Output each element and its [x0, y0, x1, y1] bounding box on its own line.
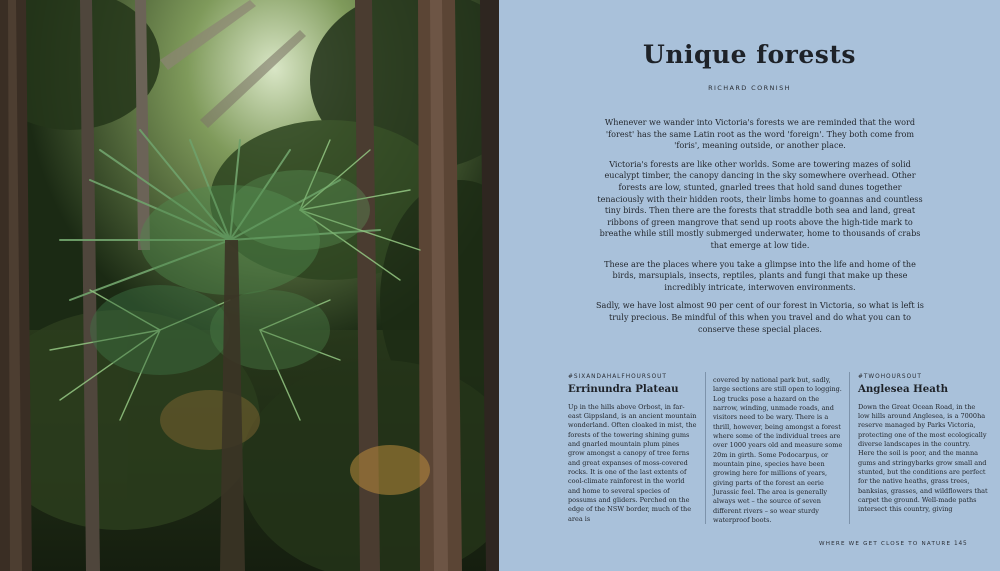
article-page: [499, 0, 1000, 571]
intro-paragraph: Sadly, we have lost almost 90 per cent of our forest in Victoria, so what is left is truly precious. Be mindful of this when you travel and do what you can to conserve these special places.: [596, 300, 924, 334]
column-divider: [849, 372, 850, 524]
article-author: RICHARD CORNISH: [708, 84, 791, 92]
location-hashtag: #TWOHOURSOUT: [858, 374, 922, 380]
intro-paragraph: Whenever we wander into Victoria's forests we are reminded that the word 'forest' has the same Latin root as the word 'foreign'. They both come from 'foris', meaning outside, or another place.: [604, 117, 916, 151]
article-intro: [595, 117, 925, 342]
intro-paragraph: These are the places where you take a glimpse into the life and home of the birds, marsupials, insects, reptiles, plants and fungi that make up these incredibly intricate, interwoven environments.: [604, 258, 916, 292]
column-divider: [705, 372, 706, 524]
intro-paragraph: Victoria's forests are like other worlds. Some are towering mazes of solid eucalypt timber, the canopy dancing in the sky somewhere overhead. Other forests are low, stunted, gnarled trees that hold sand dunes together tenaciously with their hidden roots, their limbs home to goannas and countless tiny birds. Then there are the forests that straddle both sea and land, great ribbons of green mangrove that send up roots above the high-tide mark to breathe while still mostly submerged underwater, home to thousands of crabs that emerge at low tide.: [597, 158, 923, 250]
location-text: Down the Great Ocean Road, in the low hills around Anglesea, is a 7000ha reserve managed by Parks Victoria, protecting one of the most ecologically diverse landscapes in the country. Here the soil is poor, and the manna gums and stringybarks grow small and stunted, but the conditions are perfect for the native heaths, grass trees, banksias, grasses, and wildflowers that carpet the ground. Well-made paths intersect this country, giving: [858, 402, 988, 514]
location-heading: Errinundra Plateau: [568, 383, 679, 396]
article-title: Unique forests: [643, 40, 856, 69]
location-hashtag: #SIXANDAHALFHOURSOUT: [568, 374, 667, 380]
page-number: 145: [954, 541, 968, 547]
running-footer: WHERE WE GET CLOSE TO NATURE: [819, 541, 952, 547]
column-errinundra: [568, 373, 698, 524]
location-text: covered by national park but, sadly, large sections are still open to logging. Log trucks pose a hazard on the narrow, winding, unmade roads, and visitors need to be wary. There is a thrill, however, being amongst a forest where some of the individual trees are over 1000 years old and measure some 20m in girth. Some Podocarpus, or mountain pine, species have been growing here for millions of years, giving parts of the forest an eerie Jurassic feel. The area is generally always wet – the source of seven different rivers – so wear sturdy waterproof boots.: [713, 376, 843, 525]
column-anglesea: [858, 373, 988, 515]
location-heading: Anglesea Heath: [858, 383, 948, 396]
forest-photo: [0, 0, 499, 571]
column-continued: [713, 376, 843, 526]
location-text: Up in the hills above Orbost, in far-east Gippsland, is an ancient mountain wonderland. Often cloaked in mist, the forests of the towering shining gums and gnarled mountain plum pines grow amongst a canopy of tree ferns and great expanses of moss-covered rocks. It is one of the last extents of cool-climate rainforest in the world and home to several species of possums and gliders. Perched on the edge of the NSW border, much of the area is: [568, 402, 697, 523]
palm-forest-illustration: [0, 0, 499, 571]
